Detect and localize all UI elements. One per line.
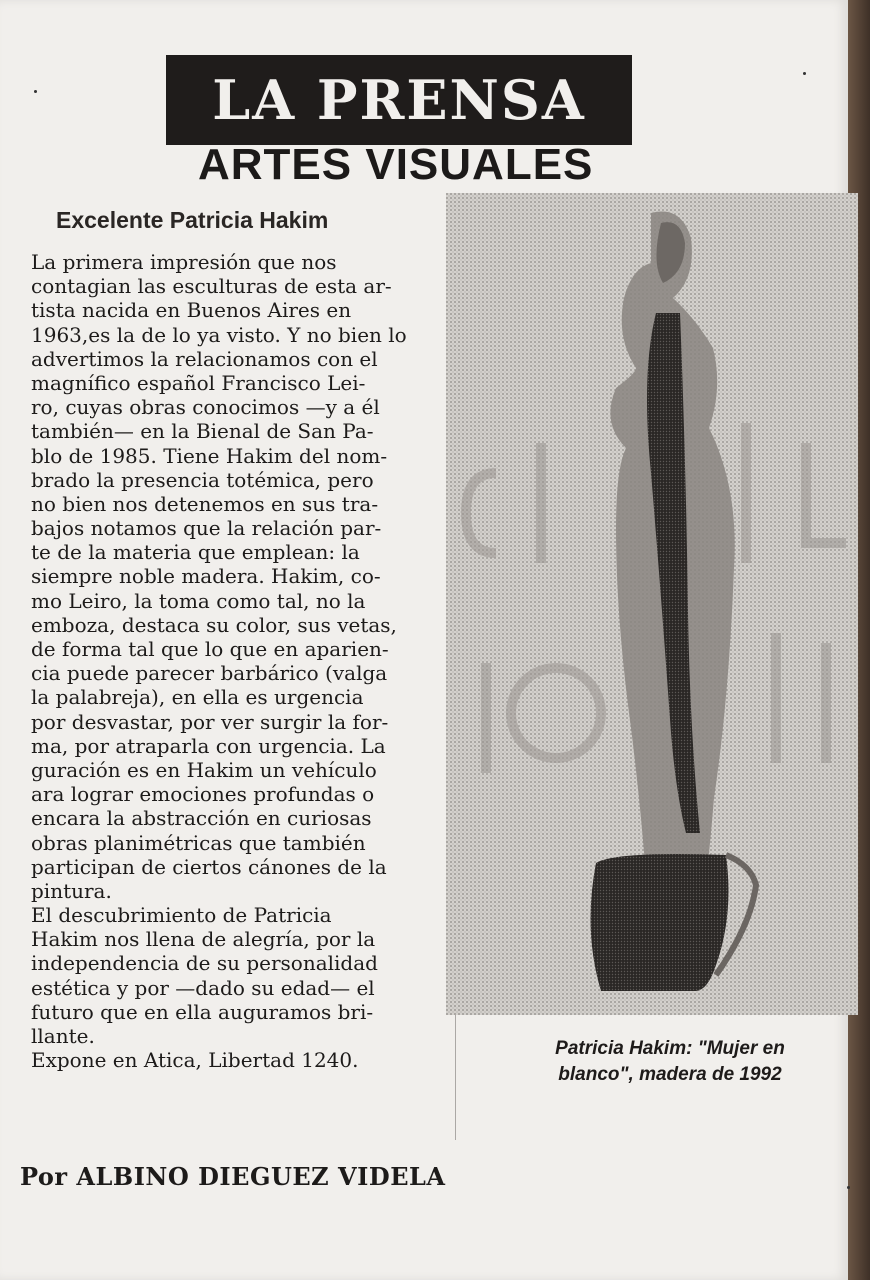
author-byline: Por ALBINO DIEGUEZ VIDELA <box>20 1162 446 1191</box>
sculpture-photo <box>446 193 858 1015</box>
article-line: advertimos la relacionamos con el <box>31 346 378 371</box>
article-line: llante. <box>31 1024 95 1048</box>
article-line: ro, cuyas obras conocimos —y a él <box>31 395 380 420</box>
ink-speck <box>847 1186 850 1189</box>
article-line: Expone en Atica, Libertad 1240. <box>31 1048 359 1073</box>
article-line: cia puede parecer barbárico (valga <box>31 661 388 686</box>
ink-speck <box>34 90 37 93</box>
article-line: tista nacida en Buenos Aires en <box>31 298 352 323</box>
article-line: no bien nos detenemos en sus tra- <box>31 491 379 516</box>
caption-line-1: Patricia Hakim: "Mujer en <box>555 1038 785 1059</box>
article-body <box>31 250 453 1072</box>
article-line: ara lograr emociones profundas o <box>31 782 375 807</box>
article-line: mo Leiro, la toma como tal, no la <box>31 588 366 613</box>
article-line: obras planimétricas que también <box>31 830 366 855</box>
article-line: participan de ciertos cánones de la <box>31 854 387 879</box>
article-line: El descubrimiento de Patricia <box>31 903 332 928</box>
article-line: la palabreja), en ella es urgencia <box>31 685 364 710</box>
article-line: por desvastar, por ver surgir la for- <box>31 709 389 734</box>
article-line: independencia de su personalidad <box>31 951 378 976</box>
article-line: de forma tal que lo que en aparien- <box>31 637 389 661</box>
article-line: brado la presencia totémica, pero <box>31 467 374 492</box>
article-headline: Excelente Patricia Hakim <box>56 207 329 233</box>
masthead-title: LA PRENSA <box>212 68 586 132</box>
photo-caption <box>480 1036 860 1088</box>
article-line: estética y por —dado su edad— el <box>31 975 375 1000</box>
article-line: ma, por atraparla con urgencia. La <box>31 733 386 758</box>
article-line: bajos notamos que la relación par- <box>31 516 382 541</box>
article-line: Hakim nos llena de alegría, por la <box>31 927 376 952</box>
article-line: encara la abstracción en curiosas <box>31 806 372 831</box>
article-line: futuro que en ella auguramos bri- <box>31 999 374 1024</box>
caption-line-2: blanco", madera de 1992 <box>558 1064 782 1085</box>
article-line: blo de 1985. Tiene Hakim del nom- <box>31 443 388 468</box>
ink-speck <box>803 72 806 75</box>
article-line: La primera impresión que nos <box>31 250 337 274</box>
article-line: emboza, destaca su color, sus vetas, <box>31 612 397 637</box>
wooden-sculpture-icon <box>446 193 858 1015</box>
article-line: guración es en Hakim un vehículo <box>31 757 377 782</box>
article-line: magnífico español Francisco Lei- <box>31 370 366 395</box>
masthead <box>166 55 632 145</box>
section-title: ARTES VISUALES <box>198 140 594 189</box>
article-line: pintura. <box>31 878 112 903</box>
article-line: también— en la Bienal de San Pa- <box>31 419 374 444</box>
article-line: contagian las esculturas de esta ar- <box>31 274 392 299</box>
article-line: siempre noble madera. Hakim, co- <box>31 564 381 589</box>
article-line: te de la materia que emplean: la <box>31 540 360 565</box>
article-line: 1963,es la de lo ya visto. Y no bien lo <box>31 322 407 347</box>
